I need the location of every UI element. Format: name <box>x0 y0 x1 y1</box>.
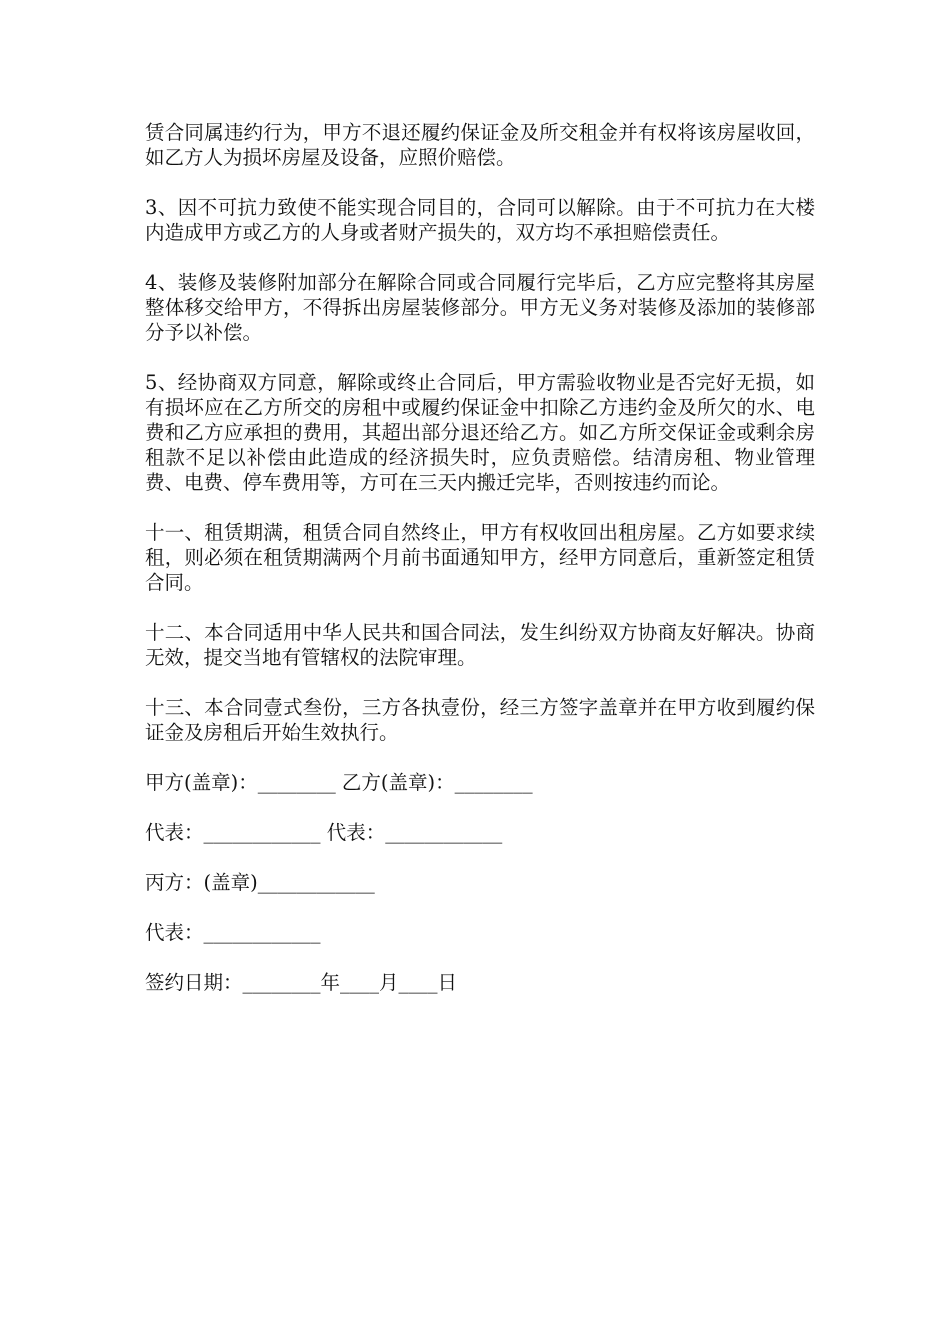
paragraph-clause-11: 十一、租赁期满，租赁合同自然终止，甲方有权收回出租房屋。乙方如要求续租，则必须在租赁期满两个月前书面通知甲方，经甲方同意后，重新签定租赁合同。 <box>145 521 815 594</box>
signature-date: 签约日期：________年____月____日 <box>145 971 458 994</box>
paragraph-breach-continuation: 赁合同属违约行为，甲方不退还履约保证金及所交租金并有权将该房屋收回，如乙方人为损坏房屋及设备，应照价赔偿。 <box>145 121 815 169</box>
signature-representative-c: 代表：____________ <box>145 921 321 944</box>
paragraph-renovation: 4、装修及装修附加部分在解除合同或合同履行完毕后，乙方应完整将其房屋整体移交给甲方，不得拆出房屋装修部分。甲方无义务对装修及添加的装修部分予以补偿。 <box>145 271 815 344</box>
paragraph-clause-13: 十三、本合同壹式叁份，三方各执壹份，经三方签字盖章并在甲方收到履约保证金及房租后开始生效执行。 <box>145 696 815 744</box>
contract-page <box>145 120 815 1020</box>
paragraph-force-majeure: 3、因不可抗力致使不能实现合同目的，合同可以解除。由于不可抗力在大楼内造成甲方或乙方的人身或者财产损失的，双方均不承担赔偿责任。 <box>145 196 815 244</box>
signature-representatives-ab: 代表：____________ 代表：____________ <box>145 821 503 844</box>
paragraph-termination-inspection: 5、经协商双方同意，解除或终止合同后，甲方需验收物业是否完好无损，如有损坏应在乙方所交的房租中或履约保证金中扣除乙方违约金及所欠的水、电费和乙方应承担的费用，其超出部分退还给乙方。如乙方所交保证金或剩余房租款不足以补偿由此造成的经济损失时，应负责赔偿。结清房租、物业管理费、电费、停车费用等，方可在三天内搬迁完毕，否则按违约而论。 <box>145 371 815 494</box>
signature-party-a-b: 甲方(盖章)：________ 乙方(盖章)：________ <box>145 771 533 794</box>
paragraph-clause-12: 十二、本合同适用中华人民共和国合同法，发生纠纷双方协商友好解决。协商无效，提交当地有管辖权的法院审理。 <box>145 621 815 669</box>
signature-party-c: 丙方：(盖章)____________ <box>145 871 375 894</box>
